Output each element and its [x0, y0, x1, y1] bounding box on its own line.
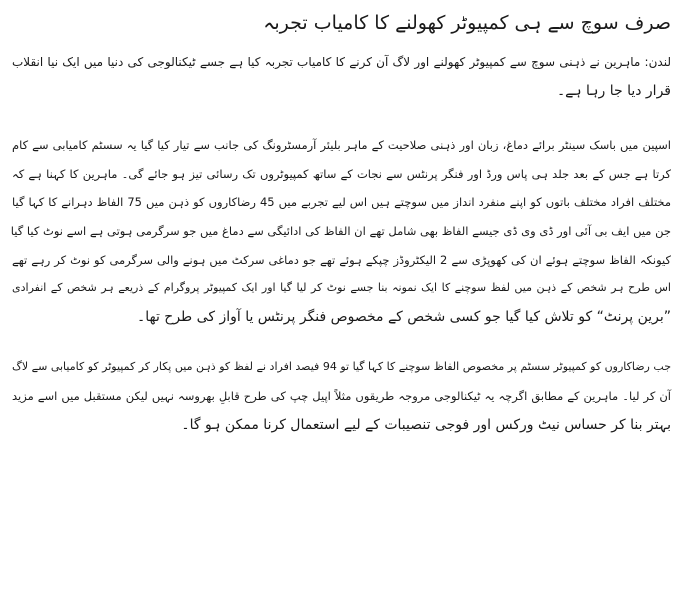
paragraph-3-line-3: بہتر بنا کر حساس نیٹ ورکس اور فوجی تنصیبات کے لیے استعمال کرنا ممکن ہو گا۔: [181, 416, 671, 433]
paragraph-2-line-4: جن میں ایف بی آئی اور ڈی وی ڈی جیسے الفاظ بھی شامل تھے ان الفاظ کی ادائیگی سے دماغ میں جو سرگرمی ہوتی ہے اسے نوٹ کیا گیا: [10, 223, 671, 238]
paragraph-2-line-5: کیونکہ الفاظ سوچتے ہوئے ان کی کھوپڑی سے 2 الیکٹروڈز چپکے ہوئے تھے جو دماغی سرکٹ میں ہونے والی سرگرمی کو نوٹ کر رہے تھے: [12, 252, 671, 267]
paragraph-2-line-2: کرتا ہے جس کے بعد جلد ہی پاس ورڈ اور فنگر پرنٹس سے نجات کے ساتھ کمپیوٹروں تک رسائی تیز ہو جائے گی۔ ماہرین کا کہنا ہے کہ: [12, 166, 671, 181]
paragraph-2-line-7: ”برین پرنٹ“ کو تلاش کیا گیا جو کسی شخص کے مخصوص فنگر پرنٹس یا آواز کی طرح تھا۔: [137, 308, 671, 325]
paragraph-2-line-3: مختلف افراد مختلف باتوں کو اپنے منفرد انداز میں سوچتے ہیں اس لیے تجربے میں 45 رضاکاروں کو ذہن میں 75 الفاظ دہرانے کا کہا گیا: [12, 195, 672, 210]
article-paragraph-1: [12, 48, 671, 105]
paragraph-1-line-2: قرار دیا جا رہا ہے۔: [556, 82, 671, 99]
paragraph-2-line-1: اسپین میں باسک سینٹر برائے دماغ، زبان اور ذہنی صلاحیت کے ماہر بلیئر آرمسٹرونگ کی جانب سے تیار کیا گیا یہ سسٹم کامیابی سے کام: [12, 138, 671, 153]
paragraph-3-line-1: جب رضاکاروں کو کمپیوٹر سسٹم پر مخصوص الفاظ سوچنے کا کہا گیا تو 94 فیصد افراد نے لفظ کو ذہن میں پکار کر کمپیوٹر کو کامیابی سے لاگ: [12, 360, 671, 374]
article-paragraph-2: [12, 131, 671, 331]
paragraph-3-line-2: آن کر لیا۔ ماہرین کے مطابق اگرچہ یہ ٹیکنالوجی مروجہ طریقوں مثلاً اپیل چپ کی طرح قابلِ بھروسہ نہیں لیکن مستقبل میں اسے مزید: [12, 388, 671, 403]
paragraph-1-line-1: لندن: ماہرین نے ذہنی سوچ سے کمپیوٹر کھولنے اور لاگ آن کرنے کا کامیاب تجربہ کیا ہے جسے ٹیکنالوجی کی دنیا میں ایک نیا انقلاب: [12, 55, 671, 69]
article-title: صرف سوچ سے ہی کمپیوٹر کھولنے کا کامیاب تجربہ: [263, 12, 671, 34]
article-paragraph-3: [12, 353, 671, 439]
paragraph-2-line-6: اس طرح ہر شخص کے ذہن میں لفظ سوچنے کا ایک نمونہ بنا جسے نوٹ کر لیا گیا اور ایک کمپیوٹر پروگرام کے ذریعے ہر شخص کے انفرادی: [12, 281, 671, 295]
